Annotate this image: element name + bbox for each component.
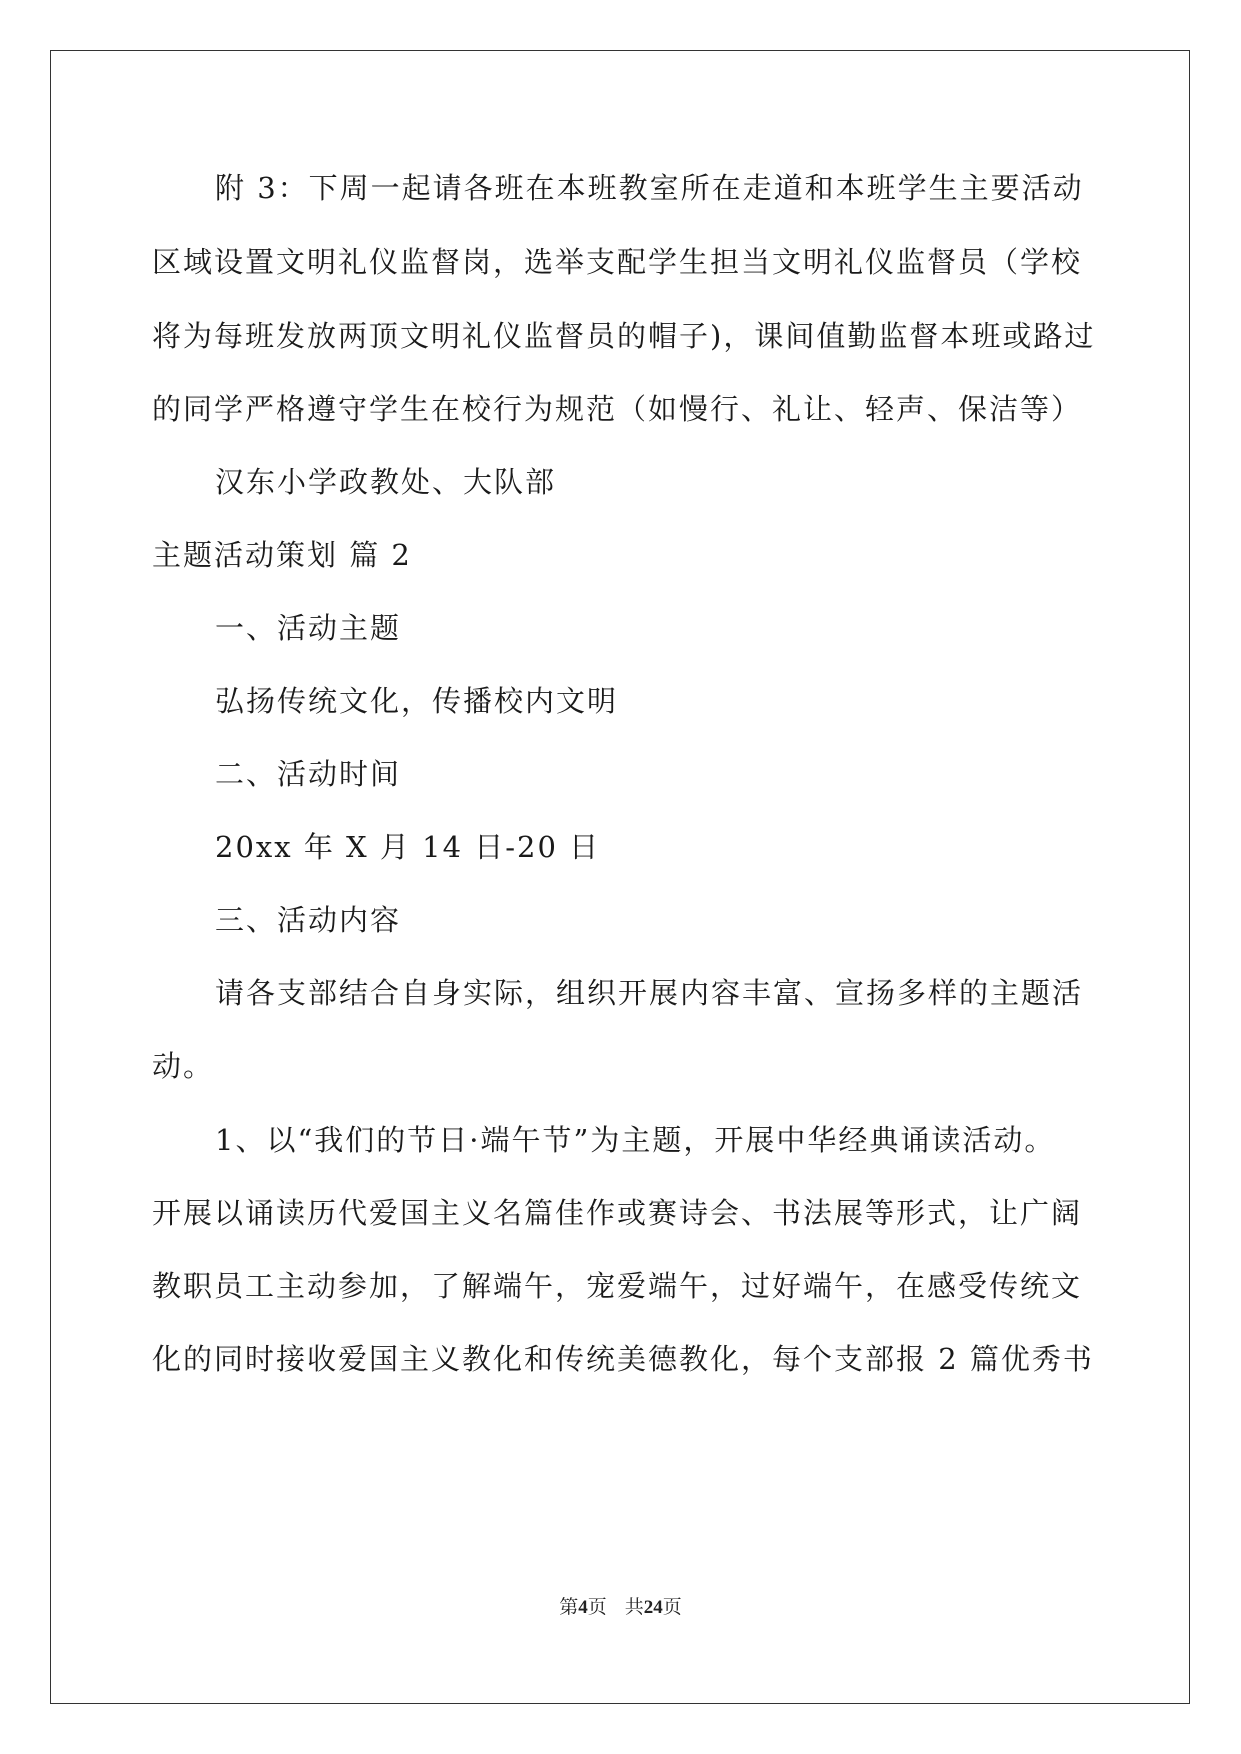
paragraph-line: 20xx 年 X 月 14 日-20 日 bbox=[215, 830, 601, 864]
paragraph-line: 的同学严格遵守学生在校行为规范（如慢行、礼让、轻声、保洁等） bbox=[152, 392, 1083, 426]
section-heading: 三、活动内容 bbox=[215, 903, 402, 937]
footer-total-unit: 页 bbox=[662, 1597, 682, 1618]
section-heading: 一、活动主题 bbox=[215, 611, 402, 645]
footer-page-unit: 页 bbox=[587, 1597, 607, 1618]
page-number: 4 bbox=[578, 1597, 588, 1618]
footer-total-prefix: 共 bbox=[624, 1597, 644, 1618]
paragraph-line: 请各支部结合自身实际，组织开展内容丰富、宣扬多样的主题活 bbox=[215, 976, 1084, 1010]
total-pages: 24 bbox=[643, 1597, 663, 1618]
paragraph-line: 动。 bbox=[152, 1049, 215, 1083]
page-border bbox=[50, 50, 1190, 1704]
paragraph-line: 将为每班发放两顶文明礼仪监督员的帽子)，课间值勤监督本班或路过 bbox=[152, 319, 1096, 353]
section-title: 主题活动策划 篇 2 bbox=[152, 538, 412, 572]
page-footer bbox=[0, 1596, 1241, 1620]
paragraph-line: 区域设置文明礼仪监督岗，选举支配学生担当文明礼仪监督员（学校 bbox=[152, 245, 1083, 279]
footer-prefix: 第 bbox=[559, 1597, 579, 1618]
paragraph-line: 教职员工主动参加，了解端午，宠爱端午，过好端午，在感受传统文 bbox=[152, 1269, 1083, 1303]
paragraph-line: 弘扬传统文化，传播校内文明 bbox=[215, 684, 619, 718]
paragraph-line: 附 3：下周一起请各班在本班教室所在走道和本班学生主要活动 bbox=[215, 171, 1084, 205]
paragraph-line: 开展以诵读历代爱国主义名篇佳作或赛诗会、书法展等形式，让广阔 bbox=[152, 1196, 1083, 1230]
paragraph-line: 1、以“我们的节日·端午节”为主题，开展中华经典诵读活动。 bbox=[215, 1123, 1056, 1157]
section-heading: 二、活动时间 bbox=[215, 757, 402, 791]
paragraph-line: 化的同时接收爱国主义教化和传统美德教化，每个支部报 2 篇优秀书 bbox=[152, 1342, 1094, 1376]
signature-line: 汉东小学政教处、大队部 bbox=[215, 465, 557, 499]
